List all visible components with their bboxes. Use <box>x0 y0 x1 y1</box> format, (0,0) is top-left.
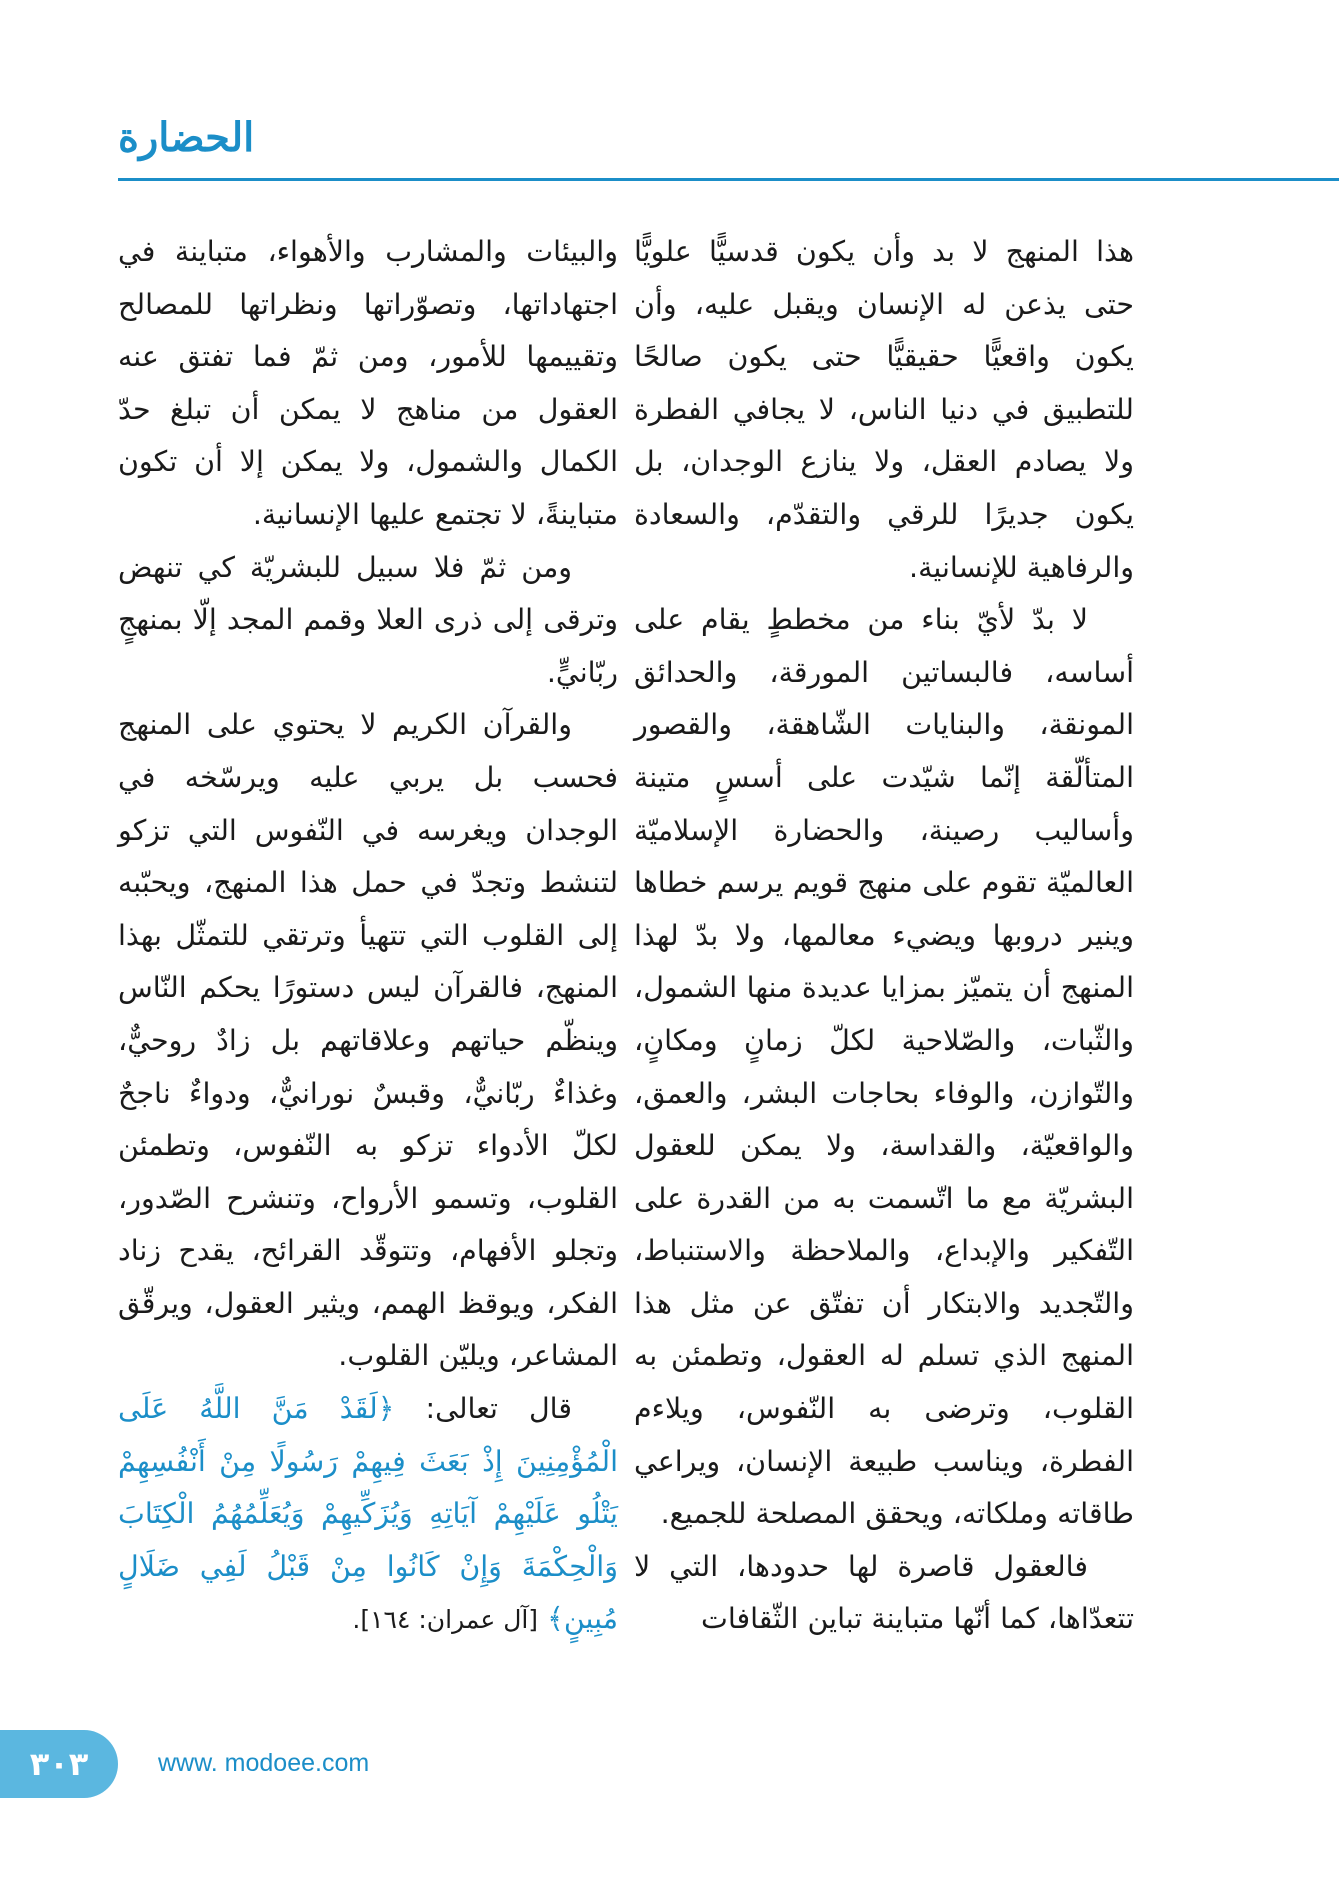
paragraph-1: هذا المنهج لا بد وأن يكون قدسيًّا علويًّا حتى يذعن له الإنسان ويقبل عليه، وأن يكون واقعيًّا حقيقيًّا حتى يكون صالحًا للتطبيق في دنيا الناس، لا يجافي الفطرة ولا يصادم العقل، ولا ينازع الوجدان، بل يكون جديرًا للرقي والتقدّم، والسعادة والرفاهية للإنسانية. <box>634 235 1134 584</box>
header-divider <box>118 178 1339 181</box>
paragraph-3: فالعقول قاصرة لها حدودها، التي لا تتعدّاها، كما أنّها متباينة تباين الثّقافات <box>634 1549 1134 1636</box>
verse-reference: [آل عمران: ١٦٤]. <box>352 1605 539 1635</box>
quran-quote-paragraph <box>118 1383 618 1647</box>
paragraph-4: والبيئات والمشارب والأهواء، متباينة في اجتهاداتها، وتصوّراتها ونظراتها للمصالح وتقييمها للأمور، ومن ثمّ فما تفتق عنه العقول من مناهج لا يمكن أن تبلغ حدّ الكمال والشمول، ولا يمكن إلا أن تكون متباينةً، لا تجتمع عليها الإنسانية. <box>118 235 618 531</box>
paragraph-6: والقرآن الكريم لا يحتوي على المنهج فحسب بل يربي عليه ويرسّخه في الوجدان ويغرسه في النّفوس التي تزكو لتنشط وتجدّ في حمل هذا المنهج، ويحبّبه إلى القلوب التي تتهيأ وترتقي للتمثّل بهذا المنهج، فالقرآن ليس دستورًا يحكم النّاس وينظّم حياتهم وعلاقاتهم بل زادٌ روحيٌّ، وغذاءٌ ربّانيٌّ، وقبسٌ نورانيٌّ، ودواءٌ ناجحٌ لكلّ الأدواء تزكو به النّفوس، وتطمئن القلوب، وتسمو الأرواح، وتنشرح الصّدور، وتجلو الأفهام، وتتوقّد القرائح، يقدح زناد الفكر، ويوقظ الهمم، ويثير العقول، ويرقّق المشاعر، ويليّن القلوب. <box>118 708 618 1373</box>
website-url[interactable]: www. modoee.com <box>158 1749 370 1777</box>
paragraph-5: ومن ثمّ فلا سبيل للبشريّة كي تنهض وترقى إلى ذرى العلا وقمم المجد إلّا بمنهجٍ ربّانيٍّ. <box>118 550 618 689</box>
quran-verse: ﴿لَقَدْ مَنَّ اللَّهُ عَلَى الْمُؤْمِنِينَ إِذْ بَعَثَ فِيهِمْ رَسُولًا مِنْ أَنْفُسِهِمْ يَتْلُو عَلَيْهِمْ آيَاتِهِ وَيُزَكِّيهِمْ وَيُعَلِّمُهُمُ الْكِتَابَ وَالْحِكْمَةَ وَإِنْ كَانُوا مِنْ قَبْلُ لَفِي ضَلَالٍ مُبِينٍ﴾ <box>118 1392 618 1636</box>
paragraph-2: لا بدّ لأيّ بناء من مخططٍ يقام على أساسه، فالبساتين المورقة، والحدائق المونقة، والبنايات الشّاهقة، والقصور المتألّقة إنّما شيّدت على أسسٍ متينة وأساليب رصينة، والحضارة الإسلاميّة العالميّة تقوم على منهج قويم يرسم خطاها وينير دروبها ويضيء معالمها، ولا بدّ لهذا المنهج أن يتميّز بمزايا عديدة منها الشمول، والثّبات، والصّلاحية لكلّ زمانٍ ومكانٍ، والتّوازن، والوفاء بحاجات البشر، والعمق، والواقعيّة، والقداسة، ولا يمكن للعقول البشريّة مع ما اتّسمت به من القدرة على التّفكير والإبداع، والملاحظة والاستنباط، والتّجديد والابتكار أن تفتّق عن مثل هذا المنهج الذي تسلم له العقول، وتطمئن به القلوب، وترضى به النّفوس، ويلاءم الفطرة، ويناسب طبيعة الإنسان، ويراعي طاقاته وملكاته، ويحقق المصلحة للجميع. <box>634 603 1134 1531</box>
left-column <box>118 226 618 1647</box>
page-header-title: الحضارة <box>118 114 255 161</box>
page-number-badge: ٣٠٣ <box>0 1730 118 1798</box>
quote-intro: قال تعالى: <box>394 1392 572 1426</box>
right-column <box>634 226 1134 1646</box>
